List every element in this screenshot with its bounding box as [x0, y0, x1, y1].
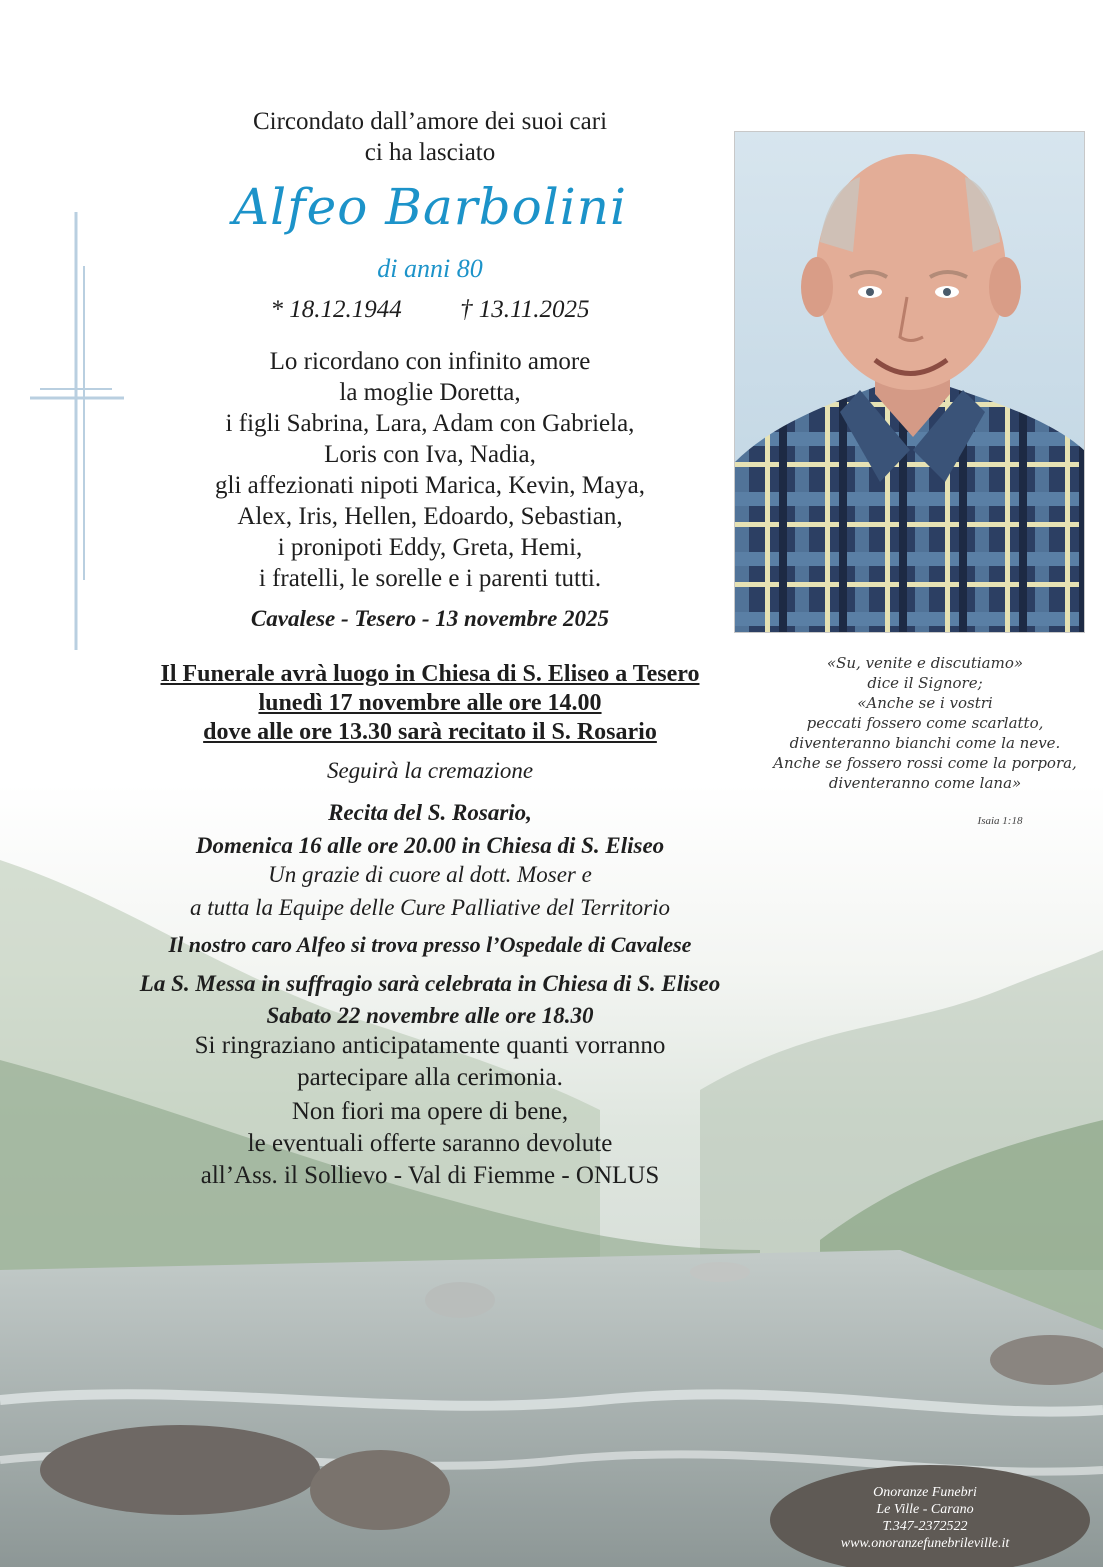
bible-quote: «Su, venite e discutiamo» dice il Signore; «Anche se i vostri peccati fossero come scarlatto, diventeranno bianchi come la neve. Anche se fossero rossi come la porpora, diventeranno come lana» [773, 654, 1077, 792]
location-note: Il nostro caro Alfeo si trova presso l’Ospedale di Cavalese [168, 932, 692, 957]
funeral-agency-info: Onoranze Funebri Le Ville - Carano T.347-2372522 www.onoranzefunebrileville.it [790, 1484, 1060, 1552]
portrait-image [735, 132, 1085, 633]
gratitude-note: Si ringraziano anticipatamente quanti vorranno partecipare alla cerimonia. [194, 1032, 666, 1091]
thanks-note: Un grazie di cuore al dott. Moser e a tutta la Equipe delle Cure Palliative del Territorio [190, 862, 670, 920]
death-date: † 13.11.2025 [460, 296, 590, 323]
agency-website[interactable]: www.onoranzefunebrileville.it [840, 1536, 1010, 1551]
deceased-name: Alfeo Barbolini [233, 178, 627, 236]
donation-note: Non fiori ma opere di bene, le eventuali offerte saranno devolute all’Ass. il Sollievo - Val di Fiemme - ONLUS [200, 1098, 660, 1189]
family-list: Lo ricordano con infinito amore la moglie Doretta, i figli Sabrina, Lara, Adam con Gabriela, Loris con Iva, Nadia, gli affezionati nipoti Marica, Kevin, Maya, Alex, Iris, Hellen, Edoardo, Sebastian, i pronipoti Eddy, Greta, Hemi, i fratelli, le sorelle e i parenti tutti. [215, 348, 645, 592]
cremation-note: Seguirà la cremazione [326, 758, 534, 783]
rosary-info: Recita del S. Rosario, Domenica 16 alle ore 20.00 in Chiesa di S. Eliseo [195, 800, 665, 858]
portrait-photo [734, 131, 1085, 633]
birth-date: * 18.12.1944 [270, 296, 402, 323]
intro-text: Circondato dall’amore dei suoi cari ci ha lasciato [252, 108, 608, 166]
life-dates [80, 296, 780, 324]
place-date: Cavalese - Tesero - 13 novembre 2025 [250, 606, 610, 631]
quote-reference: Isaia 1:18 [977, 815, 1023, 827]
funeral-info: Il Funerale avrà luogo in Chiesa di S. Eliseo a Tesero lunedì 17 novembre alle ore 14.00 dove alle ore 13.30 sarà recitato il S. Rosario [160, 661, 700, 745]
mass-info: La S. Messa in suffragio sarà celebrata in Chiesa di S. Eliseo Sabato 22 novembre alle ore 18.30 [139, 971, 721, 1028]
age-text: di anni 80 [377, 254, 483, 283]
